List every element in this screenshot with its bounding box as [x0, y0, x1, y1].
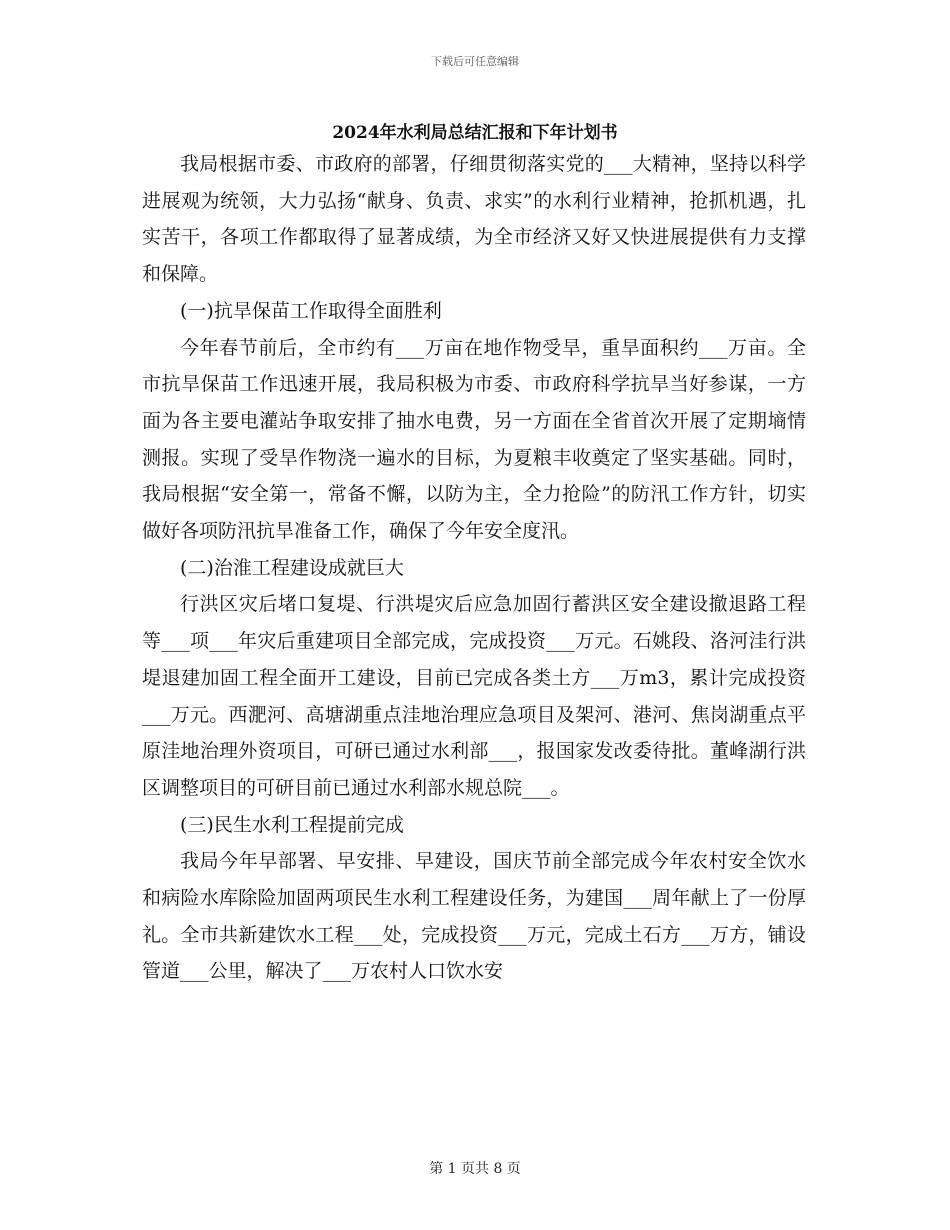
- section-heading-1: (一)抗旱保苗工作取得全面胜利: [180, 299, 442, 322]
- paragraph-section-3: 我局今年早部署、早安排、早建设，国庆节前全部完成今年农村安全饮水和病险水库除险加固两项民生水利工程建设任务，为建国___周年献上了一份厚礼。全市共新建饮水工程___处，完成投资___万元，完成土石方___万方，铺设管道___公里，解决了___万农村人口饮水安: [142, 850, 806, 983]
- page-header: 下载后可任意编辑: [431, 55, 519, 68]
- paragraph-section-2: 行洪区灾后堵口复堤、行洪堤灾后应急加固行蓄洪区安全建设撤退路工程等___项___年灾后重建项目全部完成，完成投资___万元。石姚段、洛河洼行洪堤退建加固工程全面开工建设，目前已完成各类土方___万m3，累计完成投资___万元。西淝河、高塘湖重点洼地治理应急项目及架河、港河、焦岗湖重点平原洼地治理外资项目，可研已通过水利部___，报国家发改委待批。董峰湖行洪区调整项目的可研目前已通过水利部水规总院___。: [142, 593, 806, 799]
- section-heading-3: (三)民生水利工程提前完成: [180, 813, 404, 836]
- page-footer: 第 1 页共 8 页: [429, 1161, 521, 1177]
- paragraph-section-1: 今年春节前后，全市约有___万亩在地作物受旱，重旱面积约___万亩。全市抗旱保苗工作迅速开展，我局积极为市委、市政府科学抗旱当好参谋，一方面为各主要电灌站争取安排了抽水电费，另一方面在全省首次开展了定期墒情测报。实现了受旱作物浇一遍水的目标，为夏粮丰收奠定了坚实基础。同时，我局根据“安全第一，常备不懈，以防为主，全力抢险”的防汛工作方针，切实做好各项防汛抗旱准备工作，确保了今年安全度汛。: [142, 336, 806, 543]
- document-body: [142, 146, 806, 990]
- document-title: 2024年水利局总结汇报和下年计划书: [332, 123, 618, 143]
- paragraph-intro: 我局根据市委、市政府的部署，仔细贯彻落实党的___大精神，坚持以科学进展观为统领，大力弘扬“献身、负责、求实”的水利行业精神，抢抓机遇，扎实苦干，各项工作都取得了显著成绩，为全市经济又好又快进展提供有力支撑和保障。: [142, 153, 806, 286]
- section-heading-2: (二)治淮工程建设成就巨大: [180, 556, 404, 579]
